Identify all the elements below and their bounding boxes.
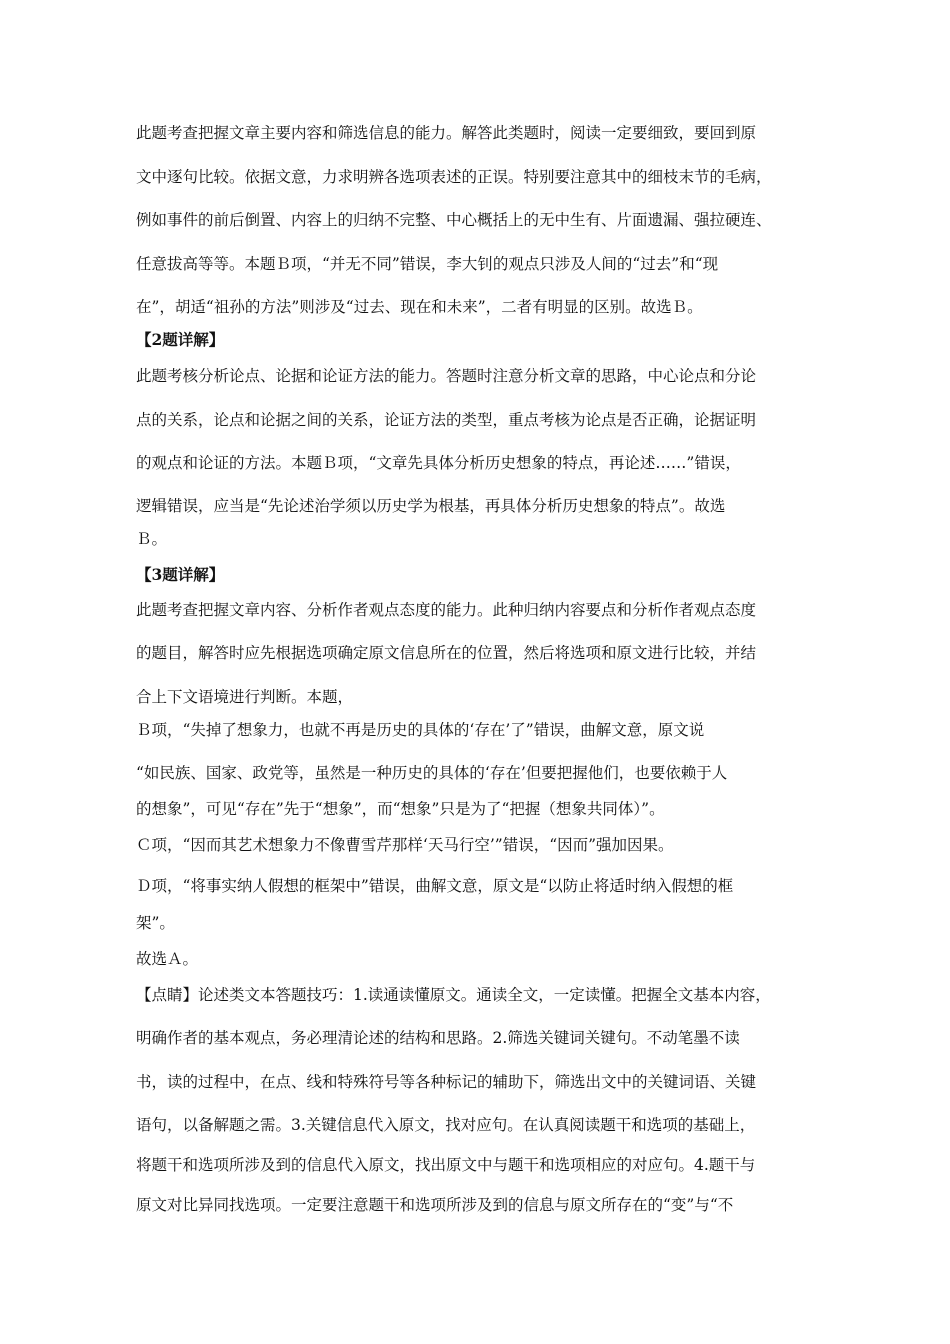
paragraph-line: 【点睛】论述类文本答题技巧：1.读通读懂原文。通读全文，一定读懂。把握全文基本内容， [136,986,771,1004]
section-heading-2: 【2题详解】 [136,330,225,349]
paragraph-line: 此题考查把握文章主要内容和筛选信息的能力。解答此类题时，阅读一定要细致，要回到原 [136,124,757,142]
paragraph-line: 逻辑错误，应当是“先论述治学须以历史学为根基，再具体分析历史想象的特点”。故选 [136,497,726,515]
paragraph-line: 点的关系，论点和论据之间的关系，论证方法的类型，重点考核为论点是否正确，论据证明 [136,411,757,429]
paragraph-line: 的题目，解答时应先根据选项确定原文信息所在的位置，然后将选项和原文进行比较，并结 [136,644,757,662]
paragraph-line: 的观点和论证的方法。本题Ｂ项，“文章先具体分析历史想象的特点，再论述……”错误， [136,454,741,472]
section-heading-3: 【3题详解】 [136,565,225,584]
paragraph-line: Ｂ项，“失掉了想象力，也就不再是历史的具体的‘存在’了”错误，曲解文意，原文说 [136,721,705,739]
paragraph-line: 语句，以备解题之需。3.关键信息代入原文，找对应句。在认真阅读题干和选项的基础上， [136,1116,756,1134]
paragraph-line: 故选Ａ。 [136,950,199,968]
paragraph-line: 明确作者的基本观点，务必理清论述的结构和思路。2.筛选关键词关键句。不动笔墨不读 [136,1029,740,1047]
paragraph-line: 将题干和选项所涉及到的信息代入原文，找出原文中与题干和选项相应的对应句。4.题干与 [136,1156,756,1174]
paragraph-line: 例如事件的前后倒置、内容上的归纳不完整、中心概括上的无中生有、片面遗漏、强拉硬连、 [136,211,772,229]
paragraph-line: 原文对比异同找选项。一定要注意题干和选项所涉及到的信息与原文所存在的“变”与“不 [136,1196,734,1214]
paragraph-line: 合上下文语境进行判断。本题， [136,688,354,706]
paragraph-line: 文中逐句比较。依据文意，力求明辨各选项表述的正误。特别要注意其中的细枝末节的毛病， [136,168,772,186]
paragraph-line: 在”，胡适“祖孙的方法”则涉及“过去、现在和未来”，二者有明显的区别。故选Ｂ。 [136,298,703,316]
paragraph-line: 架”。 [136,914,175,932]
paragraph-line: Ｂ。 [136,530,168,548]
paragraph-line: 此题考核分析论点、论据和论证方法的能力。答题时注意分析文章的思路，中心论点和分论 [136,367,757,385]
paragraph-line: 书，读的过程中，在点、线和特殊符号等各种标记的辅助下，筛选出文中的关键词语、关键 [136,1073,757,1091]
paragraph-line: Ｃ项，“因而其艺术想象力不像曹雪芹那样‘天马行空’”错误，“因而”强加因果。 [136,836,674,854]
paragraph-line: 此题考查把握文章内容、分析作者观点态度的能力。此种归纳内容要点和分析作者观点态度 [136,601,757,619]
paragraph-line: 的想象”，可见“存在”先于“想象”，而“想象”只是为了“把握（想象共同体）”。 [136,800,665,818]
paragraph-line: “如民族、国家、政党等，虽然是一种历史的具体的‘存在’但要把握他们，也要依赖于人 [136,764,728,782]
paragraph-line: Ｄ项，“将事实纳人假想的框架中”错误，曲解文意，原文是“以防止将适时纳入假想的框 [136,877,734,895]
paragraph-line: 任意拔高等等。本题Ｂ项，“并无不同”错误，李大钊的观点只涉及人间的“过去”和“现 [136,255,719,273]
